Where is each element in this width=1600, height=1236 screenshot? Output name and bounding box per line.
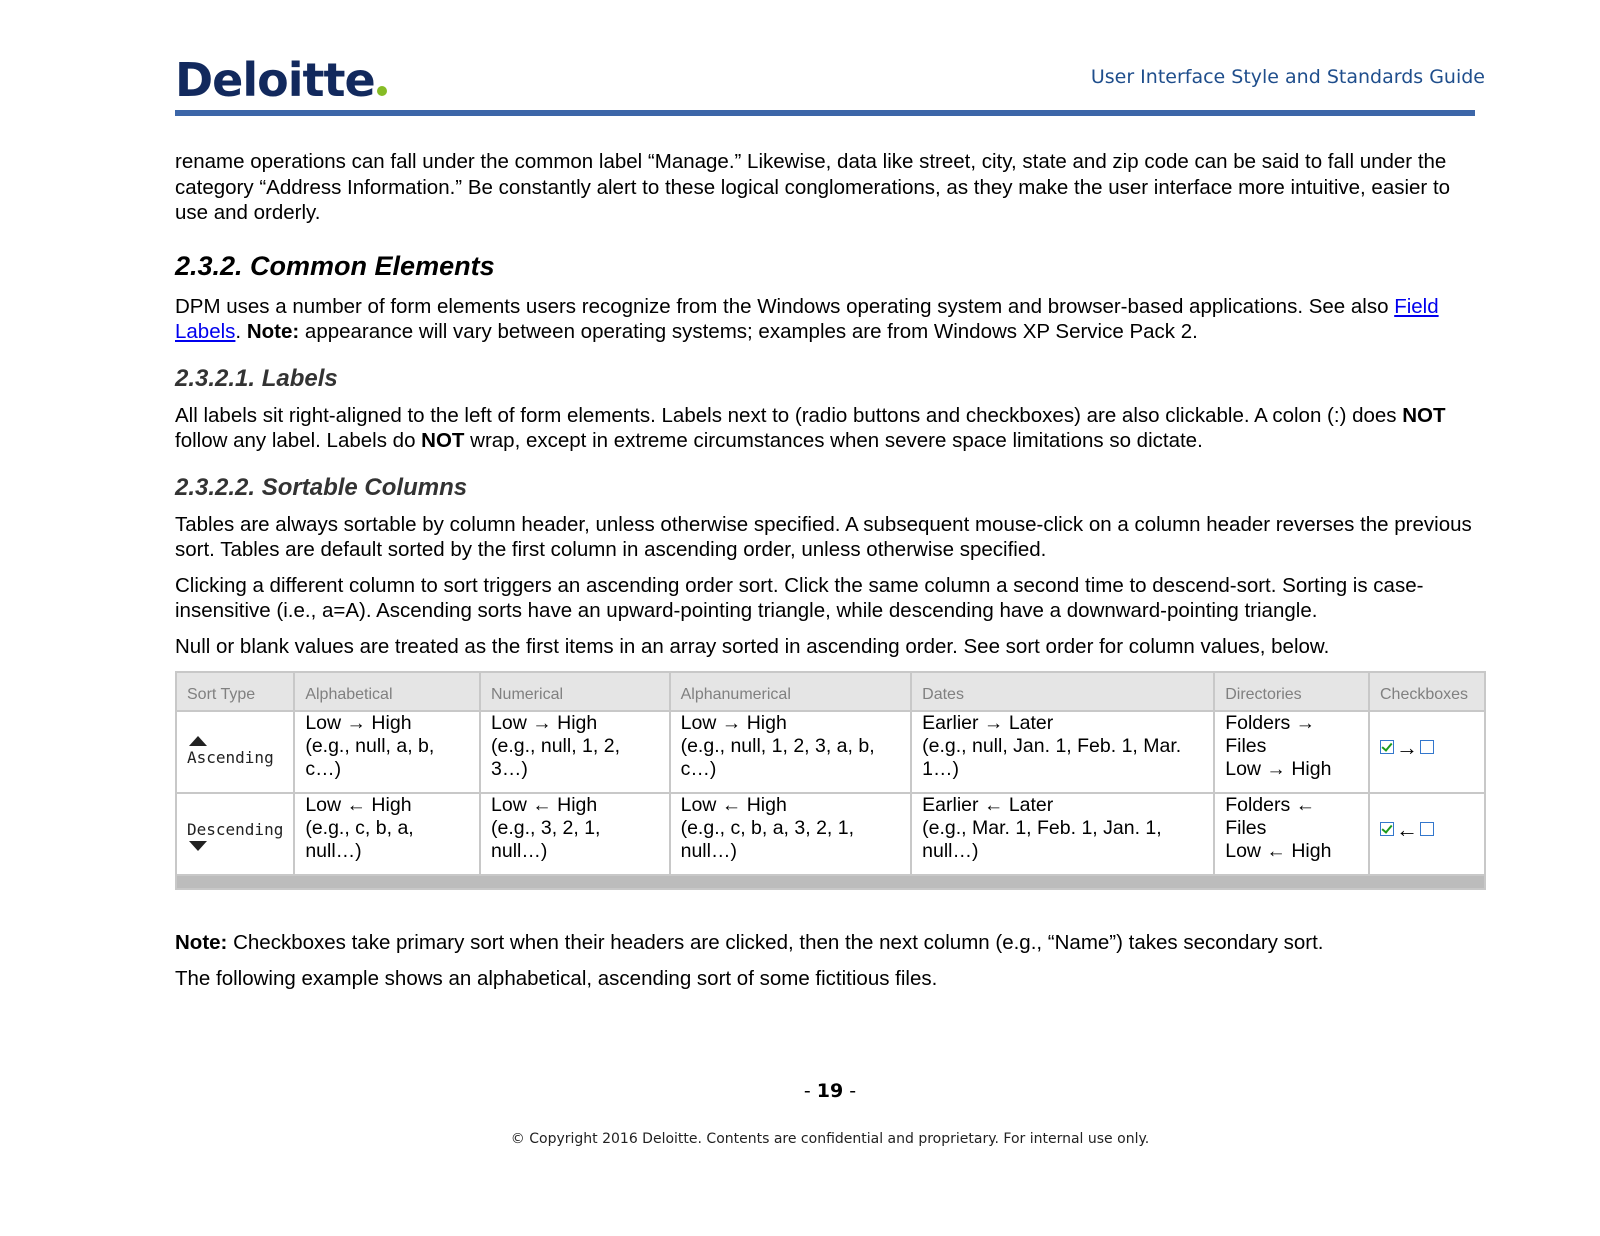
checked-checkbox-icon	[1380, 740, 1394, 754]
column-header: Numerical	[480, 672, 670, 711]
table-cell: Earlier ← Later (e.g., Mar. 1, Feb. 1, Jan. 1, null…)	[911, 793, 1214, 875]
column-header: Dates	[911, 672, 1214, 711]
column-header: Directories	[1214, 672, 1369, 711]
column-header: Checkboxes	[1369, 672, 1485, 711]
table-header-row	[176, 672, 1485, 711]
arrow-left-icon: ←	[1395, 816, 1418, 842]
sort-type-cell	[176, 711, 294, 793]
table-cell: Folders → Files Low → High	[1214, 711, 1369, 793]
table-cell: Folders ← Files Low ← High	[1214, 793, 1369, 875]
page-number: - 19 -	[803, 1080, 857, 1102]
triangle-up-icon	[189, 736, 207, 746]
column-header: Sort Type	[176, 672, 294, 711]
example-paragraph: The following example shows an alphabetical, ascending sort of some fictitious files.	[175, 966, 938, 990]
logo-dot-icon	[377, 86, 387, 96]
sort-order-table	[175, 671, 1486, 890]
page-content	[175, 149, 1485, 1001]
sortable-paragraph-3: Null or blank values are treated as the first items in an array sorted in ascending order. See sort order for column values, below.	[175, 634, 1330, 658]
table-cell: Low → High (e.g., null, 1, 2, 3…)	[480, 711, 670, 793]
heading-labels: 2.3.2.1. Labels	[175, 364, 338, 392]
table-cell: Low → High (e.g., null, a, b, c…)	[294, 711, 480, 793]
table-cell: Low ← High (e.g., c, b, a, null…)	[294, 793, 480, 875]
unchecked-checkbox-icon	[1420, 822, 1434, 836]
deloitte-logo: Deloitte	[175, 56, 387, 104]
sort-type-label: Descending	[187, 819, 284, 839]
labels-paragraph: All labels sit right-aligned to the left of form elements. Labels next to (radio buttons and checkboxes) are also clickable. A colon (:) does NOT follow any label. Labels do NOT wrap, except in extreme circumstances when severe space limitations so dictate.	[175, 403, 1446, 452]
table-cell: Earlier → Later (e.g., null, Jan. 1, Feb. 1, Mar. 1…)	[911, 711, 1214, 793]
checkbox-note-paragraph: Note: Checkboxes take primary sort when their headers are clicked, then the next column (e.g., “Name”) takes secondary sort.	[175, 931, 1324, 954]
sortable-paragraph-2: Clicking a different column to sort triggers an ascending order sort. Click the same column a second time to descend-sort. Sorting is case-insensitive (i.e., a=A). Ascending sorts have an upward-pointing triangle, while descending have a downward-pointing triangle.	[175, 573, 1424, 622]
heading-sortable-columns: 2.3.2.2. Sortable Columns	[175, 473, 468, 501]
checkbox-cell	[1369, 711, 1485, 793]
triangle-down-icon	[189, 841, 207, 851]
page-header	[175, 52, 1485, 118]
column-header: Alphabetical	[294, 672, 480, 711]
table-cell: Low → High (e.g., null, 1, 2, 3, a, b, c…)	[670, 711, 912, 793]
heading-common-elements: 2.3.2. Common Elements	[175, 250, 495, 281]
table-cell: Low ← High (e.g., c, b, a, 3, 2, 1, null…)	[670, 793, 912, 875]
common-elements-paragraph: DPM uses a number of form elements users recognize from the Windows operating system and browser-based applications. See also Field Labels. Note: appearance will vary between operating systems; examples are from Windows XP Service Pack 2.	[175, 294, 1439, 343]
intro-paragraph: rename operations can fall under the common label “Manage.” Likewise, data like street, city, state and zip code can be said to fall under the category “Address Information.” Be constantly alert to these logical conglomerations, as they make the user interface more intuitive, easier to use and orderly.	[175, 150, 1451, 224]
sort-type-label: Ascending	[187, 747, 274, 767]
checked-checkbox-icon	[1380, 822, 1394, 836]
copyright-notice: © Copyright 2016 Deloitte. Contents are confidential and proprietary. For internal use only.	[510, 1131, 1150, 1147]
table-row-descending	[176, 793, 1485, 875]
sortable-paragraph-1: Tables are always sortable by column header, unless otherwise specified. A subsequent mouse-click on a column header reverses the previous sort. Tables are default sorted by the first column in ascending order, unless otherwise specified.	[175, 512, 1472, 561]
header-rule	[175, 110, 1475, 116]
unchecked-checkbox-icon	[1420, 740, 1434, 754]
table-cell: Low ← High (e.g., 3, 2, 1, null…)	[480, 793, 670, 875]
checkbox-cell	[1369, 793, 1485, 875]
table-footer-bar	[176, 875, 1485, 889]
arrow-right-icon: →	[1395, 734, 1418, 760]
column-header: Alphanumerical	[670, 672, 912, 711]
document-title: User Interface Style and Standards Guide	[1090, 66, 1485, 88]
field-labels-link[interactable]: Field Labels	[175, 294, 1439, 343]
table-row-ascending	[176, 711, 1485, 793]
sort-type-cell	[176, 793, 294, 875]
